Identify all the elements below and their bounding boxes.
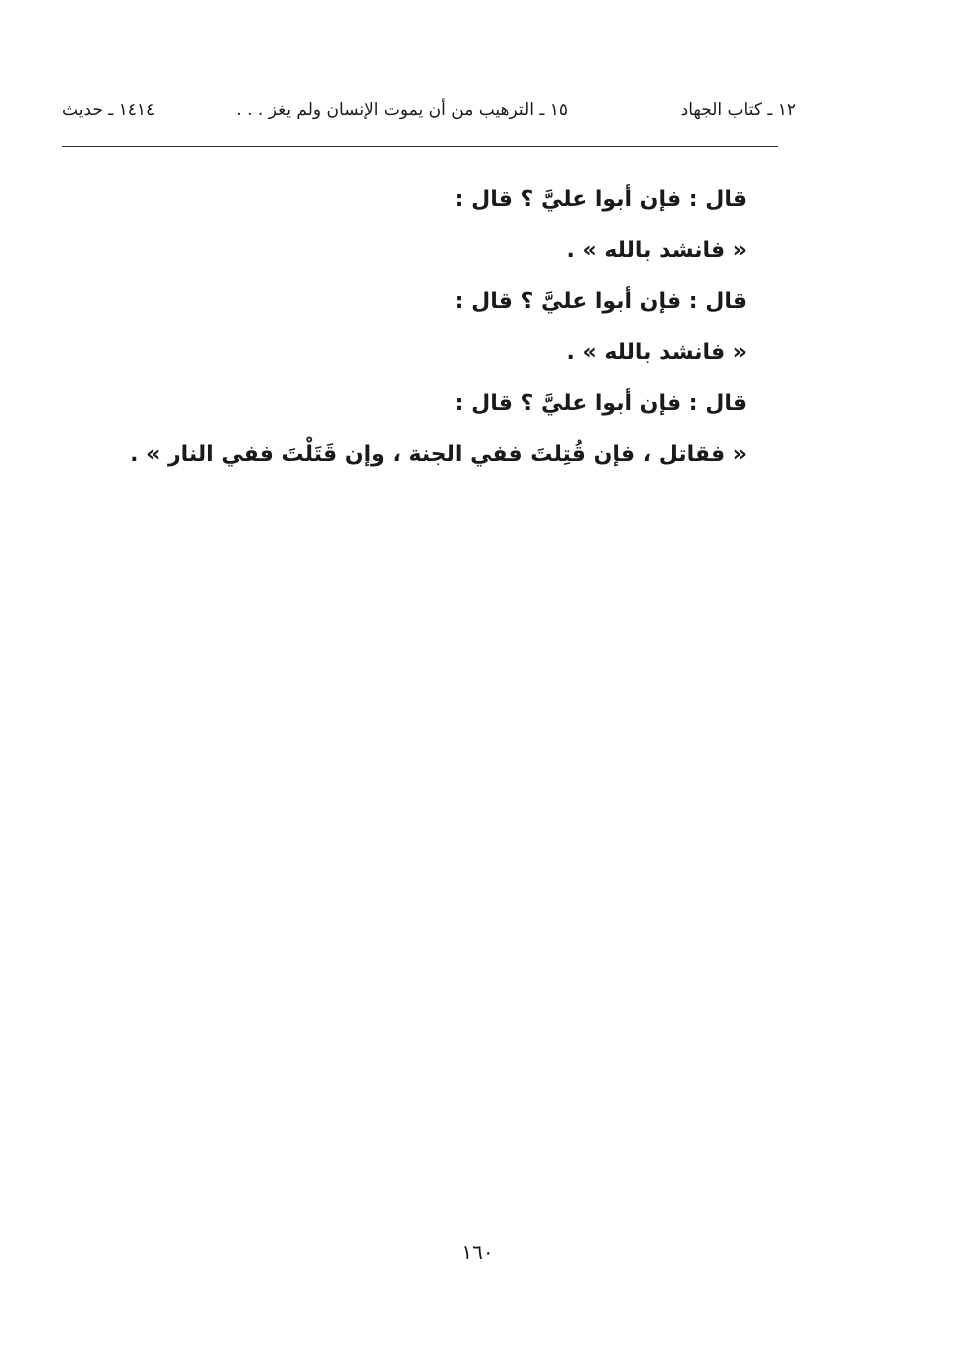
text-line: « فانشد بالله » . (566, 238, 747, 263)
header-hadith-number: ١٤١٤ ـ حديث (62, 100, 156, 120)
running-header (62, 100, 796, 130)
text-line: قال : فإن أبوا عليَّ ؟ قال : (454, 289, 747, 314)
page-number: ١٦٠ (461, 1240, 494, 1264)
text-line: قال : فإن أبوا عليَّ ؟ قال : (454, 391, 747, 416)
header-book-title: ١٢ ـ كتاب الجهاد (680, 100, 796, 120)
text-line: قال : فإن أبوا عليَّ ؟ قال : (454, 187, 747, 212)
text-line: « فانشد بالله » . (566, 340, 747, 365)
text-line: « فقاتل ، فإن قُتِلتَ ففي الجنة ، وإن قَتَلْتَ ففي النار » . (130, 442, 747, 467)
header-divider (62, 146, 778, 147)
hadith-text (130, 178, 747, 484)
header-chapter-title: ١٥ ـ الترهيب من أن يموت الإنسان ولم يغز . . . (236, 100, 568, 120)
